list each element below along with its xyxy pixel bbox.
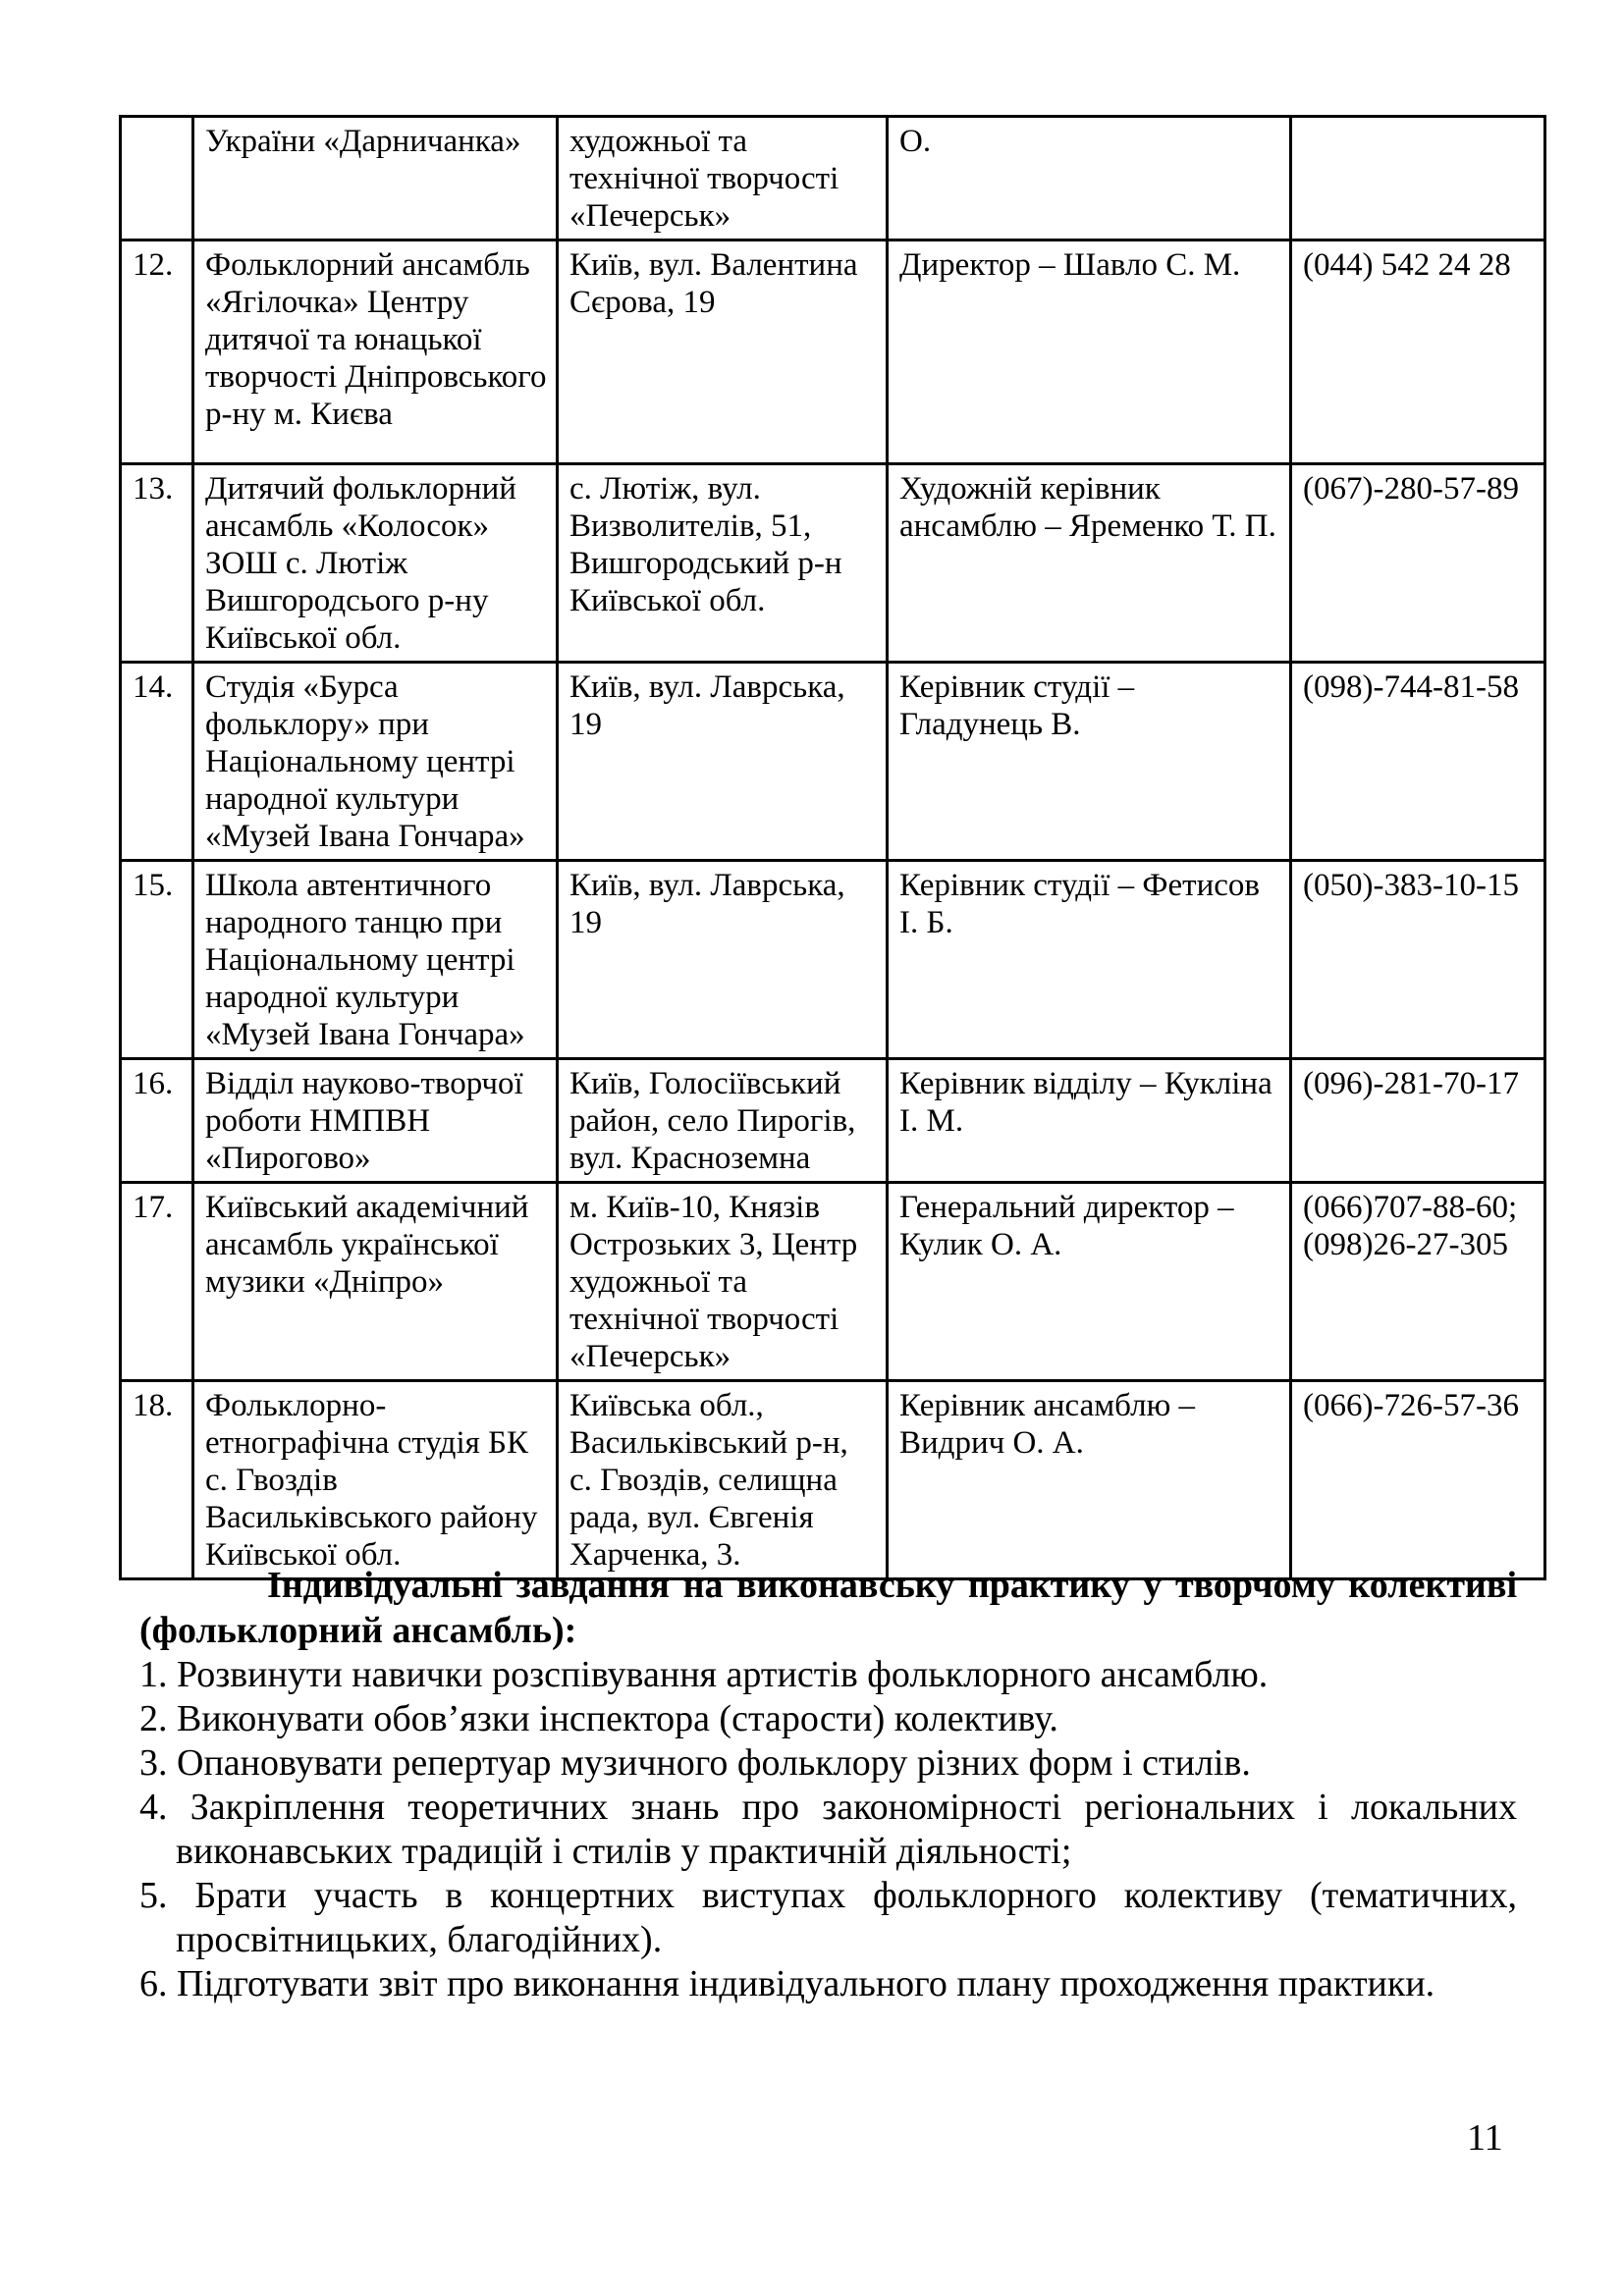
address-cell: м. Київ-10, Князів Острозьких 3, Центр художньої та технічної творчості «Печерськ» — [558, 1183, 888, 1381]
task-text: Опановувати репертуар музичного фольклору різних форм і стилів. — [177, 1742, 1251, 1784]
phone-cell: (044) 542 24 28 — [1291, 240, 1545, 464]
row-number-cell: 14. — [121, 663, 193, 861]
task-item — [139, 1962, 1517, 2006]
task-item — [139, 1697, 1517, 1741]
table-row — [121, 663, 1545, 861]
ensemble-name-cell: Дитячий фольклорний ансамбль «Колосок» ЗОШ с. Лютіж Вишгородсього р-ну Київської обл. — [193, 464, 558, 663]
table-row — [121, 1183, 1545, 1381]
phone-cell: (067)-280-57-89 — [1291, 464, 1545, 663]
table-row — [121, 117, 1545, 240]
task-number: 4. — [139, 1787, 168, 1828]
table-row — [121, 240, 1545, 464]
task-text: Брати участь в концертних виступах фольклорного колективу (тематичних, просвітницьких, благодійних). — [176, 1875, 1517, 1960]
ensemble-name-cell: Фольклорно-етнографічна студія БК с. Гвоздів Васильківського району Київської обл. — [193, 1381, 558, 1579]
row-number-cell — [121, 117, 193, 240]
address-cell: Київ, Голосіївський район, село Пирогів, вул. Красноземна — [558, 1059, 888, 1183]
phone-cell — [1291, 117, 1545, 240]
address-cell: художньої та технічної творчості «Печерськ» — [558, 117, 888, 240]
row-number-cell: 12. — [121, 240, 193, 464]
row-number-cell: 18. — [121, 1381, 193, 1579]
address-cell: Київ, вул. Лаврська, 19 — [558, 861, 888, 1059]
task-text: Розвинути навички розспівування артистів фольклорного ансамблю. — [177, 1654, 1269, 1695]
contact-person-cell: Керівник студії – Фетисов І. Б. — [888, 861, 1291, 1059]
ensemble-name-cell: Фольклорний ансамбль «Ягілочка» Центру дитячої та юнацької творчості Дніпровського р-ну м. Києва — [193, 240, 558, 464]
address-cell: Київ, вул. Лаврська, 19 — [558, 663, 888, 861]
phone-cell: (096)-281-70-17 — [1291, 1059, 1545, 1183]
task-item — [139, 1786, 1517, 1874]
table-row — [121, 861, 1545, 1059]
row-number-cell: 15. — [121, 861, 193, 1059]
ensemble-name-cell: України «Дарничанка» — [193, 117, 558, 240]
phone-cell: (066)707-88-60; (098)26-27-305 — [1291, 1183, 1545, 1381]
page-number: 11 — [1467, 2117, 1503, 2159]
address-cell: с. Лютіж, вул. Визволителів, 51, Вишгородський р-н Київської обл. — [558, 464, 888, 663]
ensemble-name-cell: Студія «Бурса фольклору» при Національному центрі народної культури «Музей Івана Гончара» — [193, 663, 558, 861]
task-item — [139, 1874, 1517, 1962]
phone-cell: (066)-726-57-36 — [1291, 1381, 1545, 1579]
task-number: 3. — [139, 1742, 168, 1784]
phone-cell: (050)-383-10-15 — [1291, 861, 1545, 1059]
task-number: 1. — [139, 1654, 168, 1695]
ensemble-name-cell: Київський академічний ансамбль української музики «Дніпро» — [193, 1183, 558, 1381]
row-number-cell: 16. — [121, 1059, 193, 1183]
address-cell: Київська обл., Васильківський р-н, с. Гвоздів, селищна рада, вул. Євгенія Харченка, 3. — [558, 1381, 888, 1579]
row-number-cell: 13. — [121, 464, 193, 663]
tasks-title: Індивідуальні завдання на виконавську практику у творчому колективі (фольклорний ансамбль): — [139, 1565, 1517, 1651]
task-text: Підготувати звіт про виконання індивідуального плану проходження практики. — [177, 1963, 1435, 2004]
contact-person-cell: Генеральний директор – Кулик О. А. — [888, 1183, 1291, 1381]
contact-person-cell: Керівник відділу – Кукліна І. М. — [888, 1059, 1291, 1183]
address-cell: Київ, вул. Валентина Сєрова, 19 — [558, 240, 888, 464]
task-number: 5. — [139, 1875, 168, 1916]
task-text: Закріплення теоретичних знань про закономірності регіональних і локальних виконавських традицій і стилів у практичній діяльності; — [176, 1787, 1517, 1872]
contact-person-cell: Директор – Шавло С. М. — [888, 240, 1291, 464]
ensemble-name-cell: Відділ науково-творчої роботи НМПВН «Пирогово» — [193, 1059, 558, 1183]
ensembles-table-wrapper — [119, 115, 1543, 1580]
task-number: 2. — [139, 1698, 168, 1739]
task-list — [139, 1653, 1517, 2006]
task-item — [139, 1741, 1517, 1786]
contact-person-cell: О. — [888, 117, 1291, 240]
task-item — [139, 1653, 1517, 1697]
ensemble-name-cell: Школа автентичного народного танцю при Національному центрі народної культури «Музей Івана Гончара» — [193, 861, 558, 1059]
task-number: 6. — [139, 1963, 168, 2004]
task-text: Виконувати обов’язки інспектора (старости) колективу. — [177, 1698, 1058, 1739]
phone-cell: (098)-744-81-58 — [1291, 663, 1545, 861]
individual-tasks-section — [139, 1563, 1517, 2006]
row-number-cell: 17. — [121, 1183, 193, 1381]
ensembles-table — [119, 115, 1546, 1580]
contact-person-cell: Керівник студії – Гладунець В. — [888, 663, 1291, 861]
table-row — [121, 464, 1545, 663]
table-row — [121, 1059, 1545, 1183]
table-row — [121, 1381, 1545, 1579]
contact-person-cell: Керівник ансамблю – Видрич О. А. — [888, 1381, 1291, 1579]
contact-person-cell: Художній керівник ансамблю – Яременко Т. П. — [888, 464, 1291, 663]
